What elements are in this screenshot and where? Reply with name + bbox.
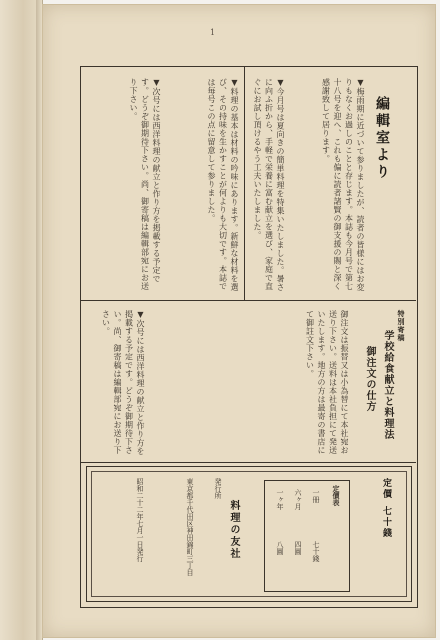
price-row-label: 六ヶ月: [294, 489, 302, 510]
price-row-value: 七十錢: [312, 541, 320, 562]
notice-text: 御注文は振替又は小為替にて本社宛お送り下さい。送料は本社負担にて発送いたします。地方の方は最寄の書店にて御註文下さい。: [305, 310, 349, 455]
notice-title: 学校給食献立と料理法: [382, 330, 393, 440]
notice-subtitle: 御注文の仕方: [364, 346, 375, 412]
publication-note: 昭和二十二年七月一日発行: [136, 478, 144, 562]
price-row-value: 八圓: [276, 541, 284, 555]
editorial-column-2: ▼今月号は夏向きの簡単料理を特集いたしました。暑さに向ふ折から、手軽で栄養に富む献立を選び、家庭で直ぐにお試し頂けるやう工夫いたしました。: [253, 78, 285, 292]
column-divider: [244, 66, 245, 300]
price-row-label: 一ヶ年: [276, 489, 284, 510]
page-number: 1: [210, 28, 216, 37]
publisher-name: 料理の友社: [228, 500, 239, 560]
editorial-column-4: ▼次号には西洋料理の献立と作り方を掲載する予定です。どうぞ御期待下さい。尚、御寄稿は編輯部宛にお送り下さい。: [129, 78, 161, 291]
editorial-title: 編輯室より: [374, 96, 390, 181]
notice-label: 特別寄稿: [397, 310, 406, 342]
price-row-value: 四圓: [294, 541, 302, 555]
price-value: 七十錢: [381, 506, 391, 539]
ad-divider: [80, 462, 416, 463]
price-table: [264, 480, 350, 592]
publisher-address: 東京都千代田区神田錦町三丁目: [186, 478, 194, 576]
editorial-column-1: ▼梅雨期に近づいて参りましたが、読者の皆様にはお変りもなくお過しのことと存じます。本誌も今月号で第七十八号を迎へ、これも偏に読者諸賢の御支援の賜と深く感謝致して居ります。: [321, 78, 365, 292]
price-row-label: 一冊: [312, 489, 320, 503]
price-label: 定價: [381, 478, 391, 500]
publisher-label: 発行所: [214, 478, 222, 499]
notice-text-cont: ▼次号には西洋料理の献立と作り方を掲載する予定です。どうぞ御期待下さい。尚、御寄稿は編輯部宛にお送り下さい。: [101, 310, 145, 456]
section-divider: [80, 300, 416, 301]
editorial-column-3: ▼料理の基本は材料の吟味にあります。新鮮な材料を選び、その持味を生かすことが何よりも大切です。本誌では毎号この点に留意して参りました。: [207, 78, 239, 292]
price-table-header: 定價表: [332, 485, 341, 506]
